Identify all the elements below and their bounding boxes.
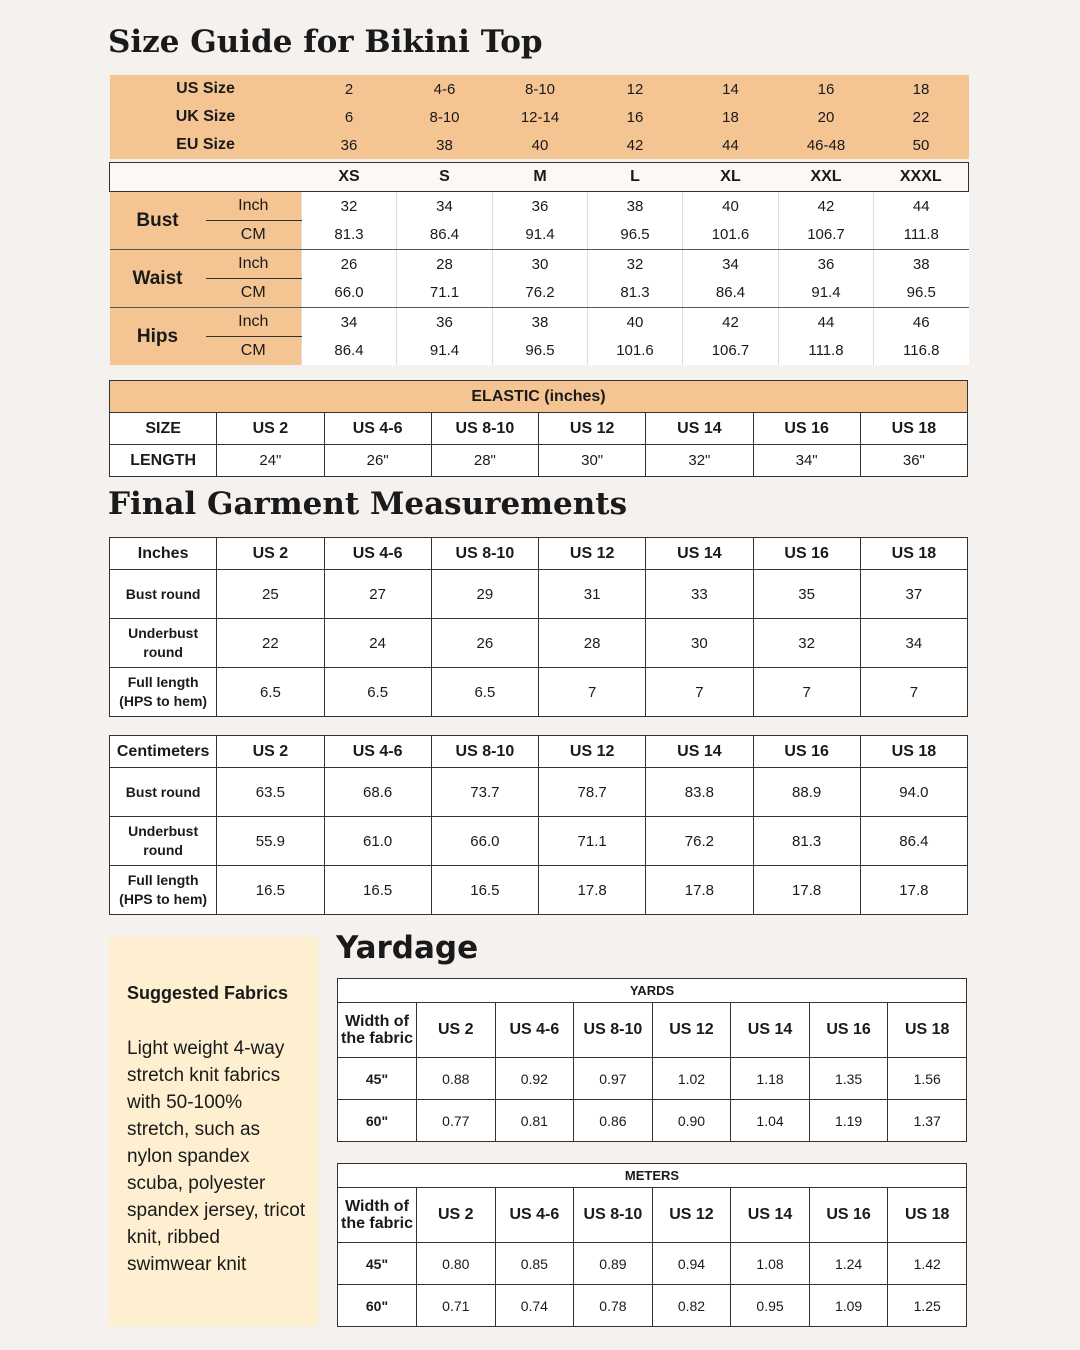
- table-cell: 7: [646, 668, 753, 717]
- table-cell: 0.88: [417, 1058, 496, 1100]
- unit-label: CM: [206, 221, 302, 250]
- size-label: SIZE: [110, 413, 217, 445]
- table-cell: 76.2: [646, 817, 753, 866]
- table-cell: 32": [646, 445, 753, 477]
- table-cell: 38: [874, 250, 969, 279]
- table-cell: 0.74: [495, 1285, 574, 1327]
- table-cell: 24: [324, 619, 431, 668]
- table-cell: 42: [779, 192, 874, 221]
- table-cell: 88.9: [753, 768, 860, 817]
- table-cell: 1.09: [809, 1285, 888, 1327]
- size-header: US 12: [539, 413, 646, 445]
- table-cell: 34": [753, 445, 860, 477]
- unit-label: Inch: [206, 308, 302, 337]
- unit-label: Inches: [110, 538, 217, 570]
- table-cell: 0.97: [574, 1058, 653, 1100]
- size-header: US 18: [860, 538, 967, 570]
- table-cell: 25: [217, 570, 324, 619]
- us-size-cell: 18: [912, 80, 930, 98]
- table-cell: 111.8: [874, 221, 969, 250]
- table-cell: 96.5: [874, 279, 969, 308]
- table-cell: 55.9: [217, 817, 324, 866]
- waist-label: Waist: [110, 250, 206, 308]
- table-header-row: [338, 1003, 967, 1058]
- eu-size-cell: 40: [531, 136, 549, 154]
- hips-cm-row: [110, 337, 969, 366]
- row-label: 60": [338, 1100, 417, 1142]
- table-cell: 86.4: [302, 337, 397, 366]
- table-cell: 1.37: [888, 1100, 967, 1142]
- table-cell: 44: [779, 308, 874, 337]
- elastic-table: [109, 380, 968, 477]
- size-header: US 16: [753, 736, 860, 768]
- table-cell: 91.4: [779, 279, 874, 308]
- table-row: [110, 768, 968, 817]
- size-header: US 4-6: [324, 736, 431, 768]
- size-header: US 2: [217, 736, 324, 768]
- size-header: US 2: [217, 538, 324, 570]
- letter-size-cell: XXXL: [874, 163, 969, 192]
- table-cell: 1.02: [652, 1058, 731, 1100]
- uk-size-label: UK Size: [175, 108, 236, 125]
- table-cell: 0.71: [417, 1285, 496, 1327]
- table-cell: 81.3: [753, 817, 860, 866]
- size-header: US 2: [217, 413, 324, 445]
- table-header-row: [338, 1188, 967, 1243]
- elastic-size-row: [110, 413, 968, 445]
- table-cell: 96.5: [588, 221, 683, 250]
- table-cell: 32: [753, 619, 860, 668]
- letter-size-cell: XXL: [779, 163, 874, 192]
- letter-size-row: [110, 163, 969, 192]
- garment-cm-table: [109, 735, 968, 915]
- section-title-garment: Final Garment Measurements: [108, 486, 628, 522]
- table-cell: 1.19: [809, 1100, 888, 1142]
- table-row: [110, 570, 968, 619]
- size-header: US 8-10: [431, 413, 538, 445]
- table-cell: 0.82: [652, 1285, 731, 1327]
- table-cell: 6.5: [324, 668, 431, 717]
- waist-cm-row: [110, 279, 969, 308]
- size-header: US 8-10: [431, 538, 538, 570]
- letter-size-cell: XS: [302, 163, 397, 192]
- letter-size-cell: XL: [683, 163, 779, 192]
- table-cell: 91.4: [493, 221, 588, 250]
- table-cell: 37: [860, 570, 967, 619]
- table-cell: 28": [431, 445, 538, 477]
- unit-label: Inch: [206, 250, 302, 279]
- bust-label: Bust: [110, 192, 206, 250]
- size-header: US 2: [417, 1003, 496, 1058]
- table-cell: 68.6: [324, 768, 431, 817]
- table-cell: 38: [493, 308, 588, 337]
- table-cell: 7: [860, 668, 967, 717]
- size-header: US 14: [646, 538, 753, 570]
- table-cell: 1.04: [731, 1100, 810, 1142]
- table-row: [338, 1285, 967, 1327]
- table-cell: 81.3: [302, 221, 397, 250]
- size-header: US 12: [539, 736, 646, 768]
- table-cell: 83.8: [646, 768, 753, 817]
- table-cell: 34: [397, 192, 493, 221]
- width-label: Width of the fabric: [338, 1003, 417, 1058]
- row-label: Bust round: [110, 570, 217, 619]
- table-cell: 36: [397, 308, 493, 337]
- row-label: 45": [338, 1058, 417, 1100]
- size-header: US 16: [753, 538, 860, 570]
- uk-size-cell: 22: [912, 108, 930, 126]
- table-cell: 36: [779, 250, 874, 279]
- suggested-fabrics-box: [109, 937, 318, 1326]
- letter-size-cell: M: [493, 163, 588, 192]
- size-header: US 18: [860, 413, 967, 445]
- uk-size-cell: 16: [626, 108, 644, 126]
- table-cell: 63.5: [217, 768, 324, 817]
- uk-size-cell: 12-14: [520, 108, 560, 126]
- section-title-yardage: Yardage: [336, 930, 479, 966]
- table-cell: 1.18: [731, 1058, 810, 1100]
- table-cell: 27: [324, 570, 431, 619]
- eu-size-cell: 38: [436, 136, 453, 154]
- unit-label: Centimeters: [110, 736, 217, 768]
- yards-table: [337, 978, 967, 1142]
- table-cell: 0.94: [652, 1243, 731, 1285]
- table-header-row: [110, 538, 968, 570]
- table-cell: 24": [217, 445, 324, 477]
- unit-label: CM: [206, 279, 302, 308]
- us-size-cell: 2: [344, 80, 354, 98]
- table-cell: 106.7: [779, 221, 874, 250]
- size-header: US 14: [731, 1003, 810, 1058]
- meters-caption: METERS: [338, 1164, 967, 1188]
- uk-size-cell: 8-10: [429, 108, 460, 126]
- us-size-cell: 16: [817, 80, 835, 98]
- table-cell: 1.42: [888, 1243, 967, 1285]
- size-header: US 18: [888, 1003, 967, 1058]
- table-cell: 71.1: [397, 279, 493, 308]
- row-label: Underbust round: [110, 817, 217, 866]
- bust-inch-row: [110, 192, 969, 221]
- table-cell: 38: [588, 192, 683, 221]
- table-cell: 1.25: [888, 1285, 967, 1327]
- table-cell: 0.85: [495, 1243, 574, 1285]
- table-cell: 91.4: [397, 337, 493, 366]
- table-row: [338, 1243, 967, 1285]
- table-cell: 28: [397, 250, 493, 279]
- table-cell: 66.0: [431, 817, 538, 866]
- table-cell: 31: [539, 570, 646, 619]
- table-cell: 66.0: [302, 279, 397, 308]
- size-header: US 14: [731, 1188, 810, 1243]
- table-cell: 16.5: [324, 866, 431, 915]
- table-cell: 36: [493, 192, 588, 221]
- fabrics-title: Suggested Fabrics: [127, 983, 289, 1003]
- table-row: [338, 1100, 967, 1142]
- uk-size-cell: 18: [722, 108, 739, 126]
- table-cell: 71.1: [539, 817, 646, 866]
- size-header: US 4-6: [495, 1188, 574, 1243]
- eu-size-cell: 50: [912, 136, 930, 154]
- table-cell: 7: [753, 668, 860, 717]
- table-row: [110, 817, 968, 866]
- table-cell: 17.8: [539, 866, 646, 915]
- eu-size-row: [110, 131, 969, 159]
- bust-cm-row: [110, 221, 969, 250]
- table-cell: 61.0: [324, 817, 431, 866]
- width-label: Width of the fabric: [338, 1188, 417, 1243]
- table-header-row: [110, 736, 968, 768]
- table-cell: 40: [683, 192, 779, 221]
- table-cell: 16.5: [217, 866, 324, 915]
- us-size-label: US Size: [176, 80, 235, 97]
- table-cell: 17.8: [646, 866, 753, 915]
- table-cell: 30: [493, 250, 588, 279]
- size-header: US 12: [652, 1188, 731, 1243]
- table-cell: 111.8: [779, 337, 874, 366]
- table-cell: 0.92: [495, 1058, 574, 1100]
- table-cell: 35: [753, 570, 860, 619]
- table-cell: 94.0: [860, 768, 967, 817]
- us-size-row: [110, 75, 969, 103]
- table-cell: 86.4: [860, 817, 967, 866]
- meters-table: [337, 1163, 967, 1327]
- unit-label: CM: [206, 337, 302, 366]
- size-header: US 12: [652, 1003, 731, 1058]
- size-header: US 16: [753, 413, 860, 445]
- table-cell: 73.7: [431, 768, 538, 817]
- table-cell: 17.8: [753, 866, 860, 915]
- size-header: US 12: [539, 538, 646, 570]
- size-header: US 8-10: [574, 1003, 653, 1058]
- elastic-length-row: [110, 445, 968, 477]
- size-header: US 4-6: [324, 538, 431, 570]
- table-cell: 1.24: [809, 1243, 888, 1285]
- table-cell: 1.35: [809, 1058, 888, 1100]
- row-label: 45": [338, 1243, 417, 1285]
- table-cell: 0.90: [652, 1100, 731, 1142]
- table-cell: 34: [860, 619, 967, 668]
- unit-label: Inch: [206, 192, 302, 221]
- table-cell: 1.56: [888, 1058, 967, 1100]
- table-cell: 16.5: [431, 866, 538, 915]
- table-cell: 30": [539, 445, 646, 477]
- table-row: [110, 866, 968, 915]
- eu-size-cell: 36: [340, 136, 358, 154]
- size-header: US 14: [646, 413, 753, 445]
- table-cell: 29: [431, 570, 538, 619]
- uk-size-row: [110, 103, 969, 131]
- table-cell: 42: [683, 308, 779, 337]
- table-cell: 0.95: [731, 1285, 810, 1327]
- size-header: US 4-6: [324, 413, 431, 445]
- table-cell: 28: [539, 619, 646, 668]
- hips-label: Hips: [110, 308, 206, 366]
- size-header: US 8-10: [431, 736, 538, 768]
- table-cell: 6.5: [217, 668, 324, 717]
- size-header: US 18: [888, 1188, 967, 1243]
- table-row: [110, 668, 968, 717]
- us-size-cell: 14: [722, 80, 739, 98]
- table-cell: 0.89: [574, 1243, 653, 1285]
- table-cell: 34: [302, 308, 397, 337]
- table-cell: 0.78: [574, 1285, 653, 1327]
- letter-size-cell: S: [397, 163, 493, 192]
- table-cell: 22: [217, 619, 324, 668]
- waist-inch-row: [110, 250, 969, 279]
- table-cell: 81.3: [588, 279, 683, 308]
- table-cell: 0.86: [574, 1100, 653, 1142]
- table-cell: 32: [588, 250, 683, 279]
- table-cell: 78.7: [539, 768, 646, 817]
- table-cell: 33: [646, 570, 753, 619]
- size-header: US 14: [646, 736, 753, 768]
- table-cell: 96.5: [493, 337, 588, 366]
- uk-size-cell: 6: [344, 108, 354, 126]
- row-label: 60": [338, 1285, 417, 1327]
- size-header: US 8-10: [574, 1188, 653, 1243]
- table-cell: 86.4: [683, 279, 779, 308]
- table-row: [110, 619, 968, 668]
- row-label: Full length (HPS to hem): [110, 866, 217, 915]
- table-cell: 34: [683, 250, 779, 279]
- table-cell: 101.6: [683, 221, 779, 250]
- us-size-cell: 12: [626, 80, 644, 98]
- table-cell: 116.8: [874, 337, 969, 366]
- table-cell: 0.77: [417, 1100, 496, 1142]
- table-cell: 7: [539, 668, 646, 717]
- table-cell: 44: [874, 192, 969, 221]
- table-cell: 46: [874, 308, 969, 337]
- size-header: US 16: [809, 1003, 888, 1058]
- size-header: US 16: [809, 1188, 888, 1243]
- table-cell: 26: [302, 250, 397, 279]
- size-guide-table: [109, 75, 969, 365]
- fabrics-description: Light weight 4-way stretch knit fabrics with 50-100% stretch, such as nylon spandex scuba, polyester spandex jersey, tricot knit, ribbed swimwear knit: [127, 1038, 306, 1275]
- row-label: Bust round: [110, 768, 217, 817]
- size-header: US 4-6: [495, 1003, 574, 1058]
- uk-size-cell: 20: [817, 108, 835, 126]
- table-cell: 30: [646, 619, 753, 668]
- garment-inches-table: [109, 537, 968, 717]
- table-cell: 0.81: [495, 1100, 574, 1142]
- table-cell: 26: [431, 619, 538, 668]
- table-cell: 17.8: [860, 866, 967, 915]
- letter-size-cell: L: [588, 163, 683, 192]
- eu-size-cell: 46-48: [806, 136, 846, 154]
- elastic-caption: ELASTIC (inches): [110, 381, 968, 413]
- table-cell: 40: [588, 308, 683, 337]
- yards-caption: YARDS: [338, 979, 967, 1003]
- table-cell: 0.80: [417, 1243, 496, 1285]
- table-cell: 32: [302, 192, 397, 221]
- us-size-cell: 4-6: [433, 80, 456, 98]
- table-cell: 6.5: [431, 668, 538, 717]
- us-size-cell: 8-10: [524, 80, 556, 98]
- hips-inch-row: [110, 308, 969, 337]
- table-row: [338, 1058, 967, 1100]
- row-label: Underbust round: [110, 619, 217, 668]
- table-cell: 101.6: [588, 337, 683, 366]
- size-header: US 18: [860, 736, 967, 768]
- eu-size-cell: 42: [626, 136, 644, 154]
- row-label: Full length (HPS to hem): [110, 668, 217, 717]
- table-cell: 106.7: [683, 337, 779, 366]
- eu-size-label: EU Size: [176, 136, 235, 153]
- page-title: Size Guide for Bikini Top: [108, 24, 543, 60]
- table-cell: 86.4: [397, 221, 493, 250]
- table-cell: 36": [860, 445, 967, 477]
- table-cell: 1.08: [731, 1243, 810, 1285]
- table-cell: 76.2: [493, 279, 588, 308]
- eu-size-cell: 44: [722, 136, 739, 154]
- size-header: US 2: [417, 1188, 496, 1243]
- length-label: LENGTH: [110, 445, 217, 477]
- table-cell: 26": [324, 445, 431, 477]
